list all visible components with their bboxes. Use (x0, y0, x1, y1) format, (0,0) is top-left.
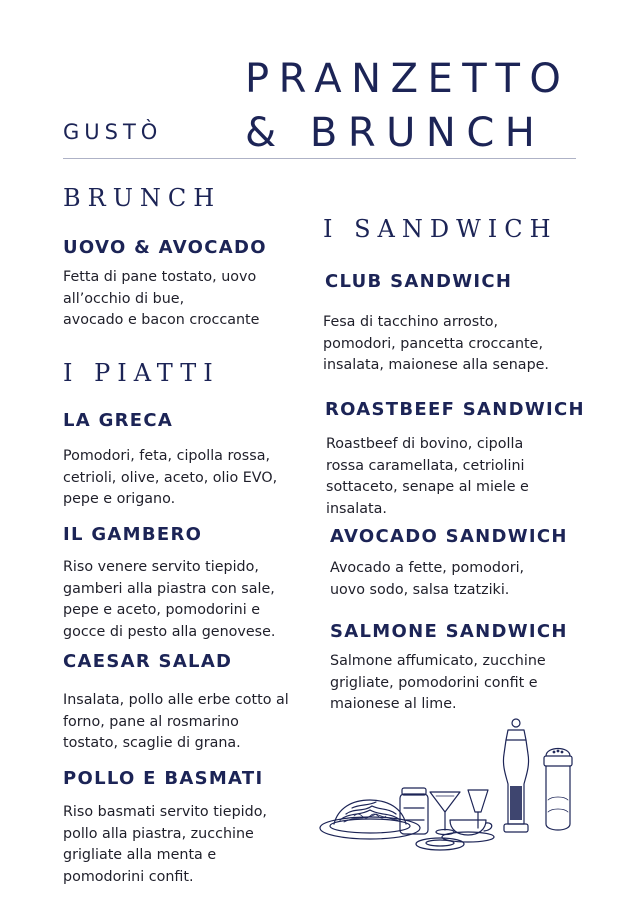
section-heading-piatti: I PIATTI (63, 359, 220, 387)
dish-name-caesar-salad: CAESAR SALAD (63, 651, 233, 672)
dish-name-roastbeef-sandwich: ROASTBEEF SANDWICH (325, 399, 585, 420)
cocktail-glass-icon (430, 790, 488, 835)
menu-title-line2: & BRUNCH (245, 110, 546, 156)
section-heading-sandwich: I SANDWICH (323, 215, 558, 243)
dish-description-salmone-sandwich: Salmone affumicato, zucchine grigliate, pomodorini confit e maionese al lime. (330, 653, 546, 712)
header-divider (63, 158, 576, 159)
dish-name-salmone-sandwich: SALMONE SANDWICH (330, 621, 568, 642)
salt-shaker-icon (544, 749, 572, 831)
jar-icon (400, 788, 428, 834)
brand-name: GUSTÒ (63, 120, 163, 144)
menu-title-line1: PRANZETTO (245, 56, 571, 102)
dish-description-roastbeef-sandwich: Roastbeef di bovino, cipolla rossa caramellata, cetriolini sottaceto, senape al miele e insalata. (326, 436, 529, 517)
dish-description-club-sandwich: Fesa di tacchino arrosto, pomodori, pancetta croccante, insalata, maionese alla senape. (323, 314, 549, 373)
dish-description-il-gambero: Riso venere servito tiepido, gamberi alla piastra con sale, pepe e aceto, pomodorini e gocce di pesto alla genovese. (63, 559, 276, 640)
dish-name-club-sandwich: CLUB SANDWICH (325, 271, 513, 292)
dish-description-la-greca: Pomodori, feta, cipolla rossa, cetrioli, olive, aceto, olio EVO, pepe e origano. (63, 448, 278, 507)
dish-description-avocado-sandwich: Avocado a fette, pomodori, uovo sodo, salsa tzatziki. (330, 560, 525, 598)
pepper-mill-icon (503, 719, 528, 832)
dish-name-uovo-avocado: UOVO & AVOCADO (63, 237, 267, 258)
dish-name-la-greca: LA GRECA (63, 410, 174, 431)
dish-name-pollo-basmati: POLLO E BASMATI (63, 768, 264, 789)
dish-name-il-gambero: IL GAMBERO (63, 524, 203, 545)
menu-title (245, 52, 585, 160)
section-heading-brunch: BRUNCH (63, 184, 222, 212)
dish-description-caesar-salad: Insalata, pollo alle erbe cotto al forno, pane al rosmarino tostato, scaglie di grana. (63, 692, 289, 751)
dish-description-uovo-avocado: Fetta di pane tostato, uovo all’occhio di bue, avocado e bacon croccante (63, 269, 260, 328)
dish-name-avocado-sandwich: AVOCADO SANDWICH (330, 526, 568, 547)
dish-description-pollo-basmati: Riso basmati servito tiepido, pollo alla piastra, zucchine grigliate alla menta e pomodorini confit. (63, 804, 267, 885)
food-illustration (318, 716, 580, 856)
